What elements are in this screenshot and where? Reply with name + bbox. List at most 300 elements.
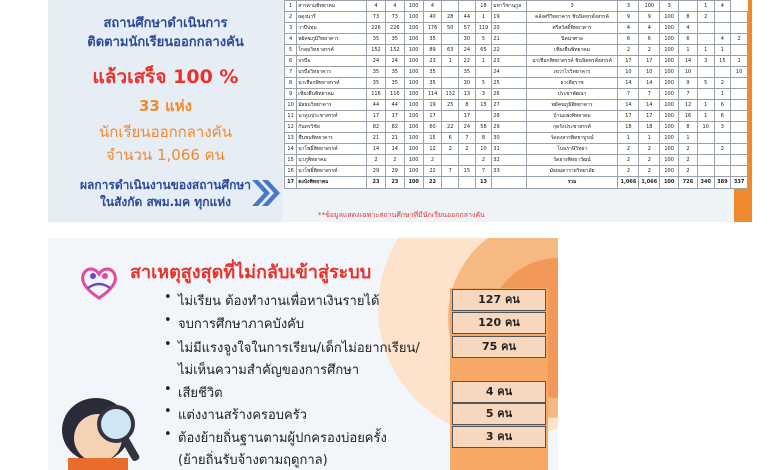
table-cell: 17 [385,111,404,122]
table-row [285,78,748,89]
table-cell: 5 [697,78,714,89]
table-row [285,23,748,34]
table-cell: บรบือ [297,56,367,67]
table-cell: 2 [679,144,698,155]
table-cell: นาโพธิ์พิทยาสรรค์ [297,144,367,155]
table-cell [697,34,714,45]
table-row [285,111,748,122]
table-cell: 35 [367,78,386,89]
table-cell: 26 [492,89,526,100]
reason-count: 5 คน [452,403,546,425]
completion-text: แล้วเสร็จ 100 % [92,66,239,88]
bullet-icon: • [164,337,172,352]
table-cell: 57 [459,23,476,34]
table-cell: 4 [679,23,698,34]
table-row [285,122,748,133]
table-cell: 100 [404,78,423,89]
table-cell: 13 [285,133,297,144]
table-cell: 1 [679,45,698,56]
table-cell: 22 [492,45,526,56]
table-cell: 14 [618,100,639,111]
table-cell: 2 [731,34,748,45]
table-cell: 15 [285,155,297,166]
table-cell: 8 [459,100,476,111]
table-cell: 2 [618,155,639,166]
table-cell: นาดูนประชาสรรค์ [297,111,367,122]
table-cell [475,111,492,122]
table-cell: 1 [697,1,714,12]
table-cell: 60 [423,122,442,133]
table-cell: 1 [475,12,492,23]
table-cell: 11 [285,111,297,122]
table-cell: 100 [660,56,679,67]
table-cell: 14 [367,144,386,155]
table-row [285,89,748,100]
table-cell: เขวาไรวิทยาคาร [526,67,618,78]
table-cell: 50 [442,23,459,34]
table-cell [731,111,748,122]
table-cell: 27 [492,100,526,111]
table-cell [731,133,748,144]
table-cell: 100 [660,23,679,34]
table-cell: 7 [442,166,459,177]
table-cell: 9 [679,78,698,89]
table-cell: 23 [492,56,526,67]
table-cell: 6 [714,111,731,122]
reason-count: 127 คน [452,289,546,311]
table-cell: 3 [697,56,714,67]
table-cell: 100 [660,34,679,45]
table-cell: 29 [367,166,386,177]
table-cell: 22 [442,122,459,133]
table-cell [714,155,731,166]
table-cell: 17 [618,56,639,67]
table-cell: 152 [367,45,386,56]
reason-text: จบการศึกษาภาคบังคับ [178,317,305,332]
table-cell: 15 [459,166,476,177]
table-cell [697,133,714,144]
table-cell: 337 [731,177,748,189]
table-cell: 1 [679,133,698,144]
table-cell: 100 [404,155,423,166]
reason-text: ไม่เห็นความสำคัญของการศึกษา [178,363,360,378]
table-cell: 7 [475,166,492,177]
table-cell: 116 [385,89,404,100]
table-cell: 1,066 [639,177,660,189]
table-cell: 100 [404,100,423,111]
table-cell: นาโพธิ์พิทยาสรรค์ [297,166,367,177]
table-cell: 100 [404,89,423,100]
table-cell: นาเชือกพิทยาสรรค์ ชินนิคหรสั่งสรรค์ [526,56,618,67]
table-cell: 22 [423,166,442,177]
table-cell: วัดยางพิทยาวัฒน์ [526,155,618,166]
school-count: 33 แห่ง [139,97,192,115]
table-cell: 7 [679,89,698,100]
table-cell [714,166,731,177]
table-cell: 100 [404,1,423,12]
table-cell: 17 [459,111,476,122]
table-cell: 9 [639,12,660,23]
table-cell: 22 [459,56,476,67]
table-cell: 23 [385,177,404,189]
table-cell: 35 [367,67,386,78]
table-cell: 35 [423,78,442,89]
table-cell: 2 [475,155,492,166]
table-cell: 12 [285,122,297,133]
table-cell [714,23,731,34]
table-cell: 2 [714,144,731,155]
table-cell: 16 [285,166,297,177]
table-cell [731,166,748,177]
table-cell: 10 [618,67,639,78]
table-cell: 100 [660,45,679,56]
reason-count: 4 คน [452,381,546,403]
table-cell: 12 [423,144,442,155]
bullet-icon: • [164,427,172,442]
table-cell: 100 [660,100,679,111]
table-cell [714,133,731,144]
table-cell: โกสุมวิทยาสรรค์ [297,45,367,56]
table-cell: 8 [679,122,698,133]
table-cell: 226 [367,23,386,34]
table-row [285,177,748,189]
table-cell: 19 [492,12,526,23]
table-cell: 100 [660,12,679,23]
table-cell [697,67,714,78]
table-cell: 35 [367,34,386,45]
table-cell: 9 [285,89,297,100]
table-cell: 4 [714,34,731,45]
table-cell: 40 [423,12,442,23]
table-cell: 16 [679,111,698,122]
table-cell: 15 [475,100,492,111]
table-cell: 6 [714,100,731,111]
table-cell: 100 [660,78,679,89]
table-cell: 100 [404,67,423,78]
table-cell: สารคามพิทยาคม [297,1,367,12]
reason-text: (ย้ายถิ่นรับจ้างตามฤดูกาล) [178,453,328,468]
table-cell: 10 [639,67,660,78]
table-cell: 116 [367,89,386,100]
table-cell: 33 [492,166,526,177]
table-cell [442,177,459,189]
table-cell: 100 [404,12,423,23]
table-cell: 29 [385,166,404,177]
table-cell: 100 [404,34,423,45]
table-cell: 14 [679,56,698,67]
table-cell [731,100,748,111]
table-cell [731,78,748,89]
table-cell: 100 [404,111,423,122]
table-cell: 4 [618,23,639,34]
table-cell: 23 [367,177,386,189]
table-cell: 24 [492,67,526,78]
table-cell: 8 [285,78,297,89]
table-cell: 35 [459,67,476,78]
table-cell: 4 [714,1,731,12]
reason-text: ไม่มีแรงจูงใจในการเรียน/เด็กไม่อยากเรียน/ [178,341,420,356]
table-cell: 13 [475,177,492,189]
table-cell: 2 [618,144,639,155]
table-cell: 226 [385,23,404,34]
table-cell: 22 [423,177,442,189]
table-cell: 6 [679,34,698,45]
table-cell: วัดดงสวรพิทยาบูรณ์ [526,133,618,144]
table-cell: 2 [639,144,660,155]
table-cell: 15 [423,133,442,144]
table-cell [459,177,476,189]
table-cell: มัธยมดารายวิทยาลัย [526,166,618,177]
table-cell [459,155,476,166]
table-cell: 1 [639,133,660,144]
table-cell: 13 [459,89,476,100]
table-cell [459,1,476,12]
table-cell: ประชาพัฒนา [526,89,618,100]
table-cell: 7 [618,89,639,100]
table-cell: 100 [404,122,423,133]
table-cell: 1 [697,100,714,111]
table-cell: 4 [285,34,297,45]
table-cell: 73 [385,12,404,23]
table-cell [731,45,748,56]
table-cell: 18 [618,122,639,133]
table-cell: 14 [639,78,660,89]
table-cell: 31 [492,144,526,155]
table-cell: 24 [385,56,404,67]
table-cell [442,78,459,89]
table-cell: 18 [639,122,660,133]
table-cell: 14 [618,78,639,89]
table-cell [442,111,459,122]
table-row [285,155,748,166]
table-cell: 25 [442,100,459,111]
table-row [285,133,748,144]
table-cell: บ้านแพงพิทยาคม [526,111,618,122]
table-row [285,56,748,67]
bullet-icon: • [164,382,172,397]
table-cell: 2 [618,166,639,177]
summary-title-line2: ติดตามนักเรียนออกกลางคัน [87,35,244,50]
table-cell: 28 [442,12,459,23]
table-cell: 2 [385,155,404,166]
table-cell: บรบือวิทยาคาร [297,67,367,78]
bullet-icon: • [164,290,172,305]
table-cell: 35 [385,34,404,45]
table-cell: 63 [442,45,459,56]
table-cell: 1,066 [618,177,639,189]
table-cell: 1 [714,89,731,100]
reason-count: 3 คน [452,426,546,448]
table-cell: 35 [423,34,442,45]
table-cell: 21 [385,133,404,144]
table-cell: 119 [475,23,492,34]
table-cell: 100 [660,166,679,177]
table-cell: กุดรังประชาสรรค์ [526,122,618,133]
table-cell: 17 [423,111,442,122]
table-cell: 389 [714,177,731,189]
reason-count: 75 คน [452,336,546,358]
table-cell: 17 [367,111,386,122]
table-cell: 14 [285,144,297,155]
table-cell: 100 [660,122,679,133]
table-cell: 340 [697,177,714,189]
table-cell: 100 [660,144,679,155]
table-cell: 2 [714,78,731,89]
table-cell [697,23,714,34]
table-cell: พยัคฆภูมิวิทยาคาร [297,34,367,45]
table-cell: 20 [492,23,526,34]
table-cell: 30 [459,78,476,89]
table-cell: นิคมฯศาล [526,34,618,45]
table-cell: 65 [475,45,492,56]
table-cell: 58 [475,122,492,133]
table-cell: ศรีสวัสดิ์พิทยาคาร [526,23,618,34]
table-cell: 44 [385,100,404,111]
table-cell: 29 [492,122,526,133]
table-cell: 3 [618,1,639,12]
table-cell: 17 [618,111,639,122]
table-cell: 100 [404,56,423,67]
table-cell: 44 [367,100,386,111]
table-cell: 30 [492,133,526,144]
table-cell: 100 [660,111,679,122]
table-footnote: **ข้อมูลแสดงเฉพาะสถานศึกษาที่มีนักเรียนออกกลางคัน [318,211,485,219]
reason-text: เสียชีวิต [178,386,223,401]
table-cell: 1 [285,1,297,12]
table-cell [731,23,748,34]
table-cell: โนนราษีวิทยา [526,144,618,155]
table-cell: 100 [660,177,679,189]
table-cell: 35 [385,78,404,89]
reason-text: ต้องย้ายถิ่นฐานตามผู้ปกครองบ่อยครั้ง [178,431,387,446]
table-cell: 100 [404,177,423,189]
table-cell [697,89,714,100]
table-cell: กันทรวิชัย [297,122,367,133]
table-cell: 100 [639,1,660,12]
students-label: นักเรียนออกกลางคัน [99,123,232,141]
table-cell: 10 [731,67,748,78]
table-cell: 17 [639,111,660,122]
table-cell: 7 [639,89,660,100]
table-cell: 1 [618,133,639,144]
table-cell: 100 [660,89,679,100]
table-cell: 8 [475,133,492,144]
table-cell: 2 [679,166,698,177]
table-cell: 24 [367,56,386,67]
table-cell [442,155,459,166]
table-cell: 4 [639,23,660,34]
table-cell: 3 [475,89,492,100]
table-cell: 1 [714,45,731,56]
table-cell: 5 [475,78,492,89]
table-cell: ผดุงนารี [297,12,367,23]
table-cell: 10 [285,100,297,111]
table-cell: นาภูพิทยาคม [297,155,367,166]
table-cell: เชียงยืนพิทยาคม [526,45,618,56]
table-cell: 2 [442,144,459,155]
table-cell: 10 [679,67,698,78]
table-cell: 2 [423,155,442,166]
table-cell: 10 [475,144,492,155]
table-cell: 14 [639,100,660,111]
table-row [285,45,748,56]
table-cell: 5 [285,45,297,56]
school-data-table [284,0,748,189]
table-cell: 2 [459,144,476,155]
table-cell: 1 [697,111,714,122]
table-cell: 2 [679,155,698,166]
table-cell: วาปีปทุม [297,23,367,34]
table-cell: 89 [423,45,442,56]
table-cell [492,177,526,189]
table-cell [731,155,748,166]
table-cell: 4 [367,1,386,12]
summary-title-line1: สถานศึกษาดำเนินการ [103,16,228,31]
table-cell: 6 [285,56,297,67]
table-cell [679,1,698,12]
table-cell: 100 [660,155,679,166]
table-cell [714,67,731,78]
table-row [285,12,748,23]
table-cell [442,67,459,78]
table-row [285,100,748,111]
table-cell [731,144,748,155]
table-cell: 3 [526,1,618,12]
table-cell: 82 [367,122,386,133]
table-cell: 30 [459,34,476,45]
table-cell: 17 [285,177,297,189]
table-cell: 176 [423,23,442,34]
table-cell [442,1,459,12]
table-cell: 100 [660,67,679,78]
table-cell: 21 [492,34,526,45]
table-cell: พยัคฆภูมิพิทยาคาร [526,100,618,111]
reasons-title: สาเหตุสูงสุดที่ไม่กลับเข้าสู่ระบบ [130,262,372,283]
table-cell: 5 [475,34,492,45]
table-cell [442,34,459,45]
reason-count: 120 คน [452,312,546,334]
heart-family-logo-icon [76,258,122,304]
reason-text: แต่งงานสร้างครอบครัว [178,408,307,423]
table-cell: 100 [404,144,423,155]
table-cell: 100 [404,23,423,34]
table-cell: 1 [697,45,714,56]
table-cell: 152 [385,45,404,56]
table-cell: 100 [404,45,423,56]
table-cell: ดงบังพิทยาคม [297,177,367,189]
table-cell: 2 [618,45,639,56]
table-cell: ยางสีสุราช [526,78,618,89]
table-cell: 3 [285,23,297,34]
table-cell: 1 [442,56,459,67]
table-cell: 19 [423,100,442,111]
bullet-icon: • [164,313,172,328]
table-cell [731,12,748,23]
table-cell: 18 [475,1,492,12]
table-cell [731,89,748,100]
table-cell [697,155,714,166]
table-cell: 7 [459,133,476,144]
table-cell: 6 [639,34,660,45]
table-cell: นาเชือกพิทยาสรรค์ [297,78,367,89]
table-cell: 23 [423,56,442,67]
bullet-icon: • [164,404,172,419]
table-row [285,67,748,78]
table-cell: 2 [285,12,297,23]
table-cell: 10 [697,122,714,133]
students-total: จำนวน 1,066 คน [106,146,225,164]
table-cell: 35 [385,67,404,78]
